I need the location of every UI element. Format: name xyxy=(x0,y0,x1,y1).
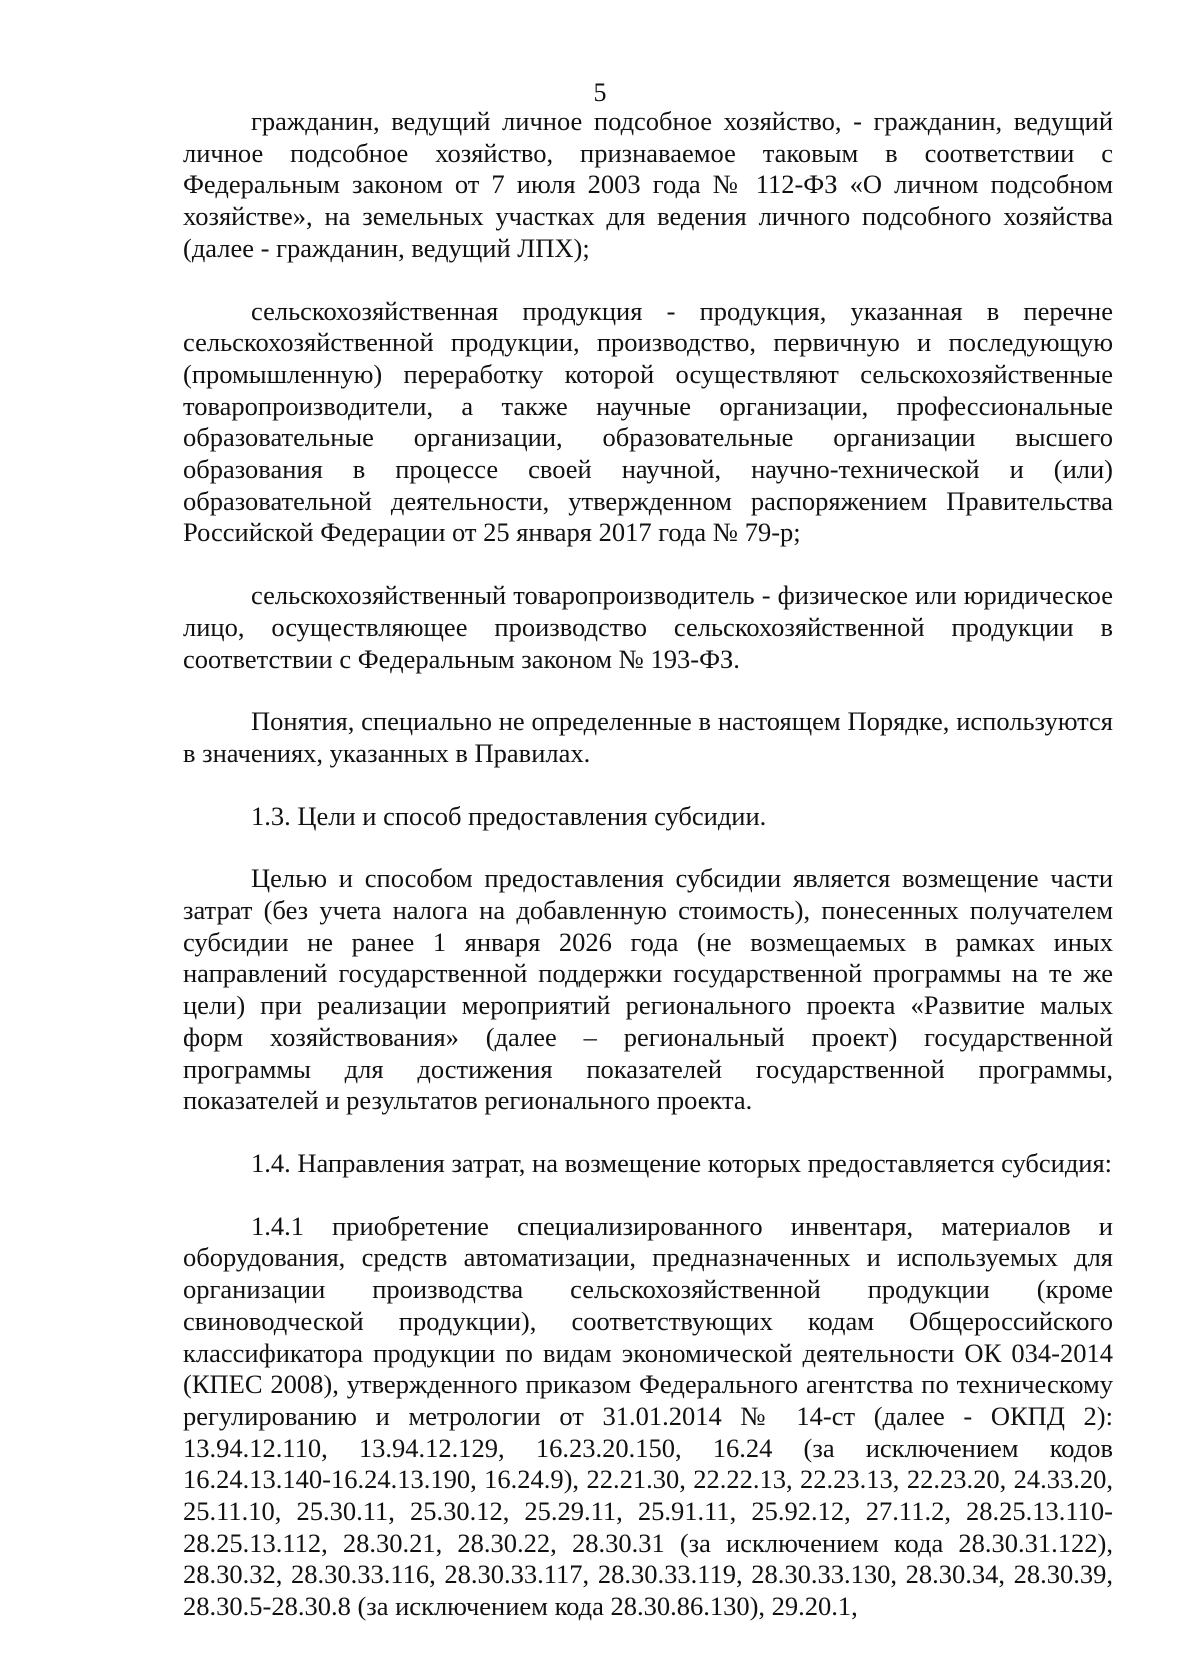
paragraph-1-4-1: 1.4.1 приобретение специализированного инвентаря, материалов и оборудования, средств автоматизации, предназначенных и используемых для организации производства сельскохозяйственной продукции (кроме свиноводческой продукции), соответствующих кодам Общероссийского классификатора продукции по видам экономической деятельности ОК 034-2014 (КПЕС 2008), утвержденного приказом Федерального агентства по техническому регулированию и метрологии от 31.01.2014 № 14-ст (далее - ОКПД 2): 13.94.12.110, 13.94.12.129, 16.23.20.150, 16.24 (за исключением кодов 16.24.13.140-16.24.13.190, 16.24.9), 22.21.30, 22.22.13, 22.23.13, 22.23.20, 24.33.20, 25.11.10, 25.30.11, 25.30.12, 25.29.11, 25.91.11, 25.92.12, 27.11.2, 28.25.13.110-28.25.13.112, 28.30.21, 28.30.22, 28.30.31 (за исключением кода 28.30.31.122), 28.30.32, 28.30.33.116, 28.30.33.117, 28.30.33.119, 28.30.33.130, 28.30.34, 28.30.39, 28.30.5-28.30.8 (за исключением кода 28.30.86.130), 29.20.1, xyxy=(183,1210,1113,1622)
paragraph-subsidy-purpose: Целью и способом предоставления субсидии является возмещение части затрат (без учета налога на добавленную стоимость), понесенных получателем субсидии не ранее 1 января 2026 года (не возмещаемых в рамках иных направлений государственной поддержки государственной программы на те же цели) при реализации мероприятий регионального проекта «Развитие малых форм хозяйствования» (далее – региональный проект) государственной программы для достижения показателей государственной программы, показателей и результатов регионального проекта. xyxy=(183,863,1113,1116)
page-number: 5 xyxy=(593,78,607,107)
section-heading-1-3: 1.3. Цели и способ предоставления субсидии. xyxy=(251,800,767,831)
paragraph-definition-agricultural-producer: сельскохозяйственный товаропроизводитель - физическое или юридическое лицо, осуществляющее производство сельскохозяйственной продукции в соответствии с Федеральным законом № 193-ФЗ. xyxy=(183,580,1113,674)
paragraph-definition-lph: гражданин, ведущий личное подсобное хозяйство, - гражданин, ведущий личное подсобное хозяйство, признаваемое таковым в соответствии с Федеральным законом от 7 июля 2003 года № 112-ФЗ «О личном подсобном хозяйстве», на земельных участках для ведения личного подсобного хозяйства (далее - гражданин, ведущий ЛПХ); xyxy=(183,106,1113,263)
paragraph-definition-agricultural-products: сельскохозяйственная продукция - продукция, указанная в перечне сельскохозяйственной продукции, производство, первичную и последующую (промышленную) переработку которой осуществляют сельскохозяйственные товаропроизводители, а также научные организации, профессиональные образовательные организации, образовательные организации высшего образования в процессе своей научной, научно-технической и (или) образовательной деятельности, утвержденном распоряжением Правительства Российской Федерации от 25 января 2017 года № 79-р; xyxy=(183,295,1113,548)
paragraph-undefined-terms: Понятия, специально не определенные в настоящем Порядке, используются в значениях, указанных в Правилах. xyxy=(183,706,1113,768)
document-body xyxy=(183,106,1113,1623)
section-heading-1-4: 1.4. Направления затрат, на возмещение которых предоставляется субсидия: xyxy=(251,1147,1113,1178)
